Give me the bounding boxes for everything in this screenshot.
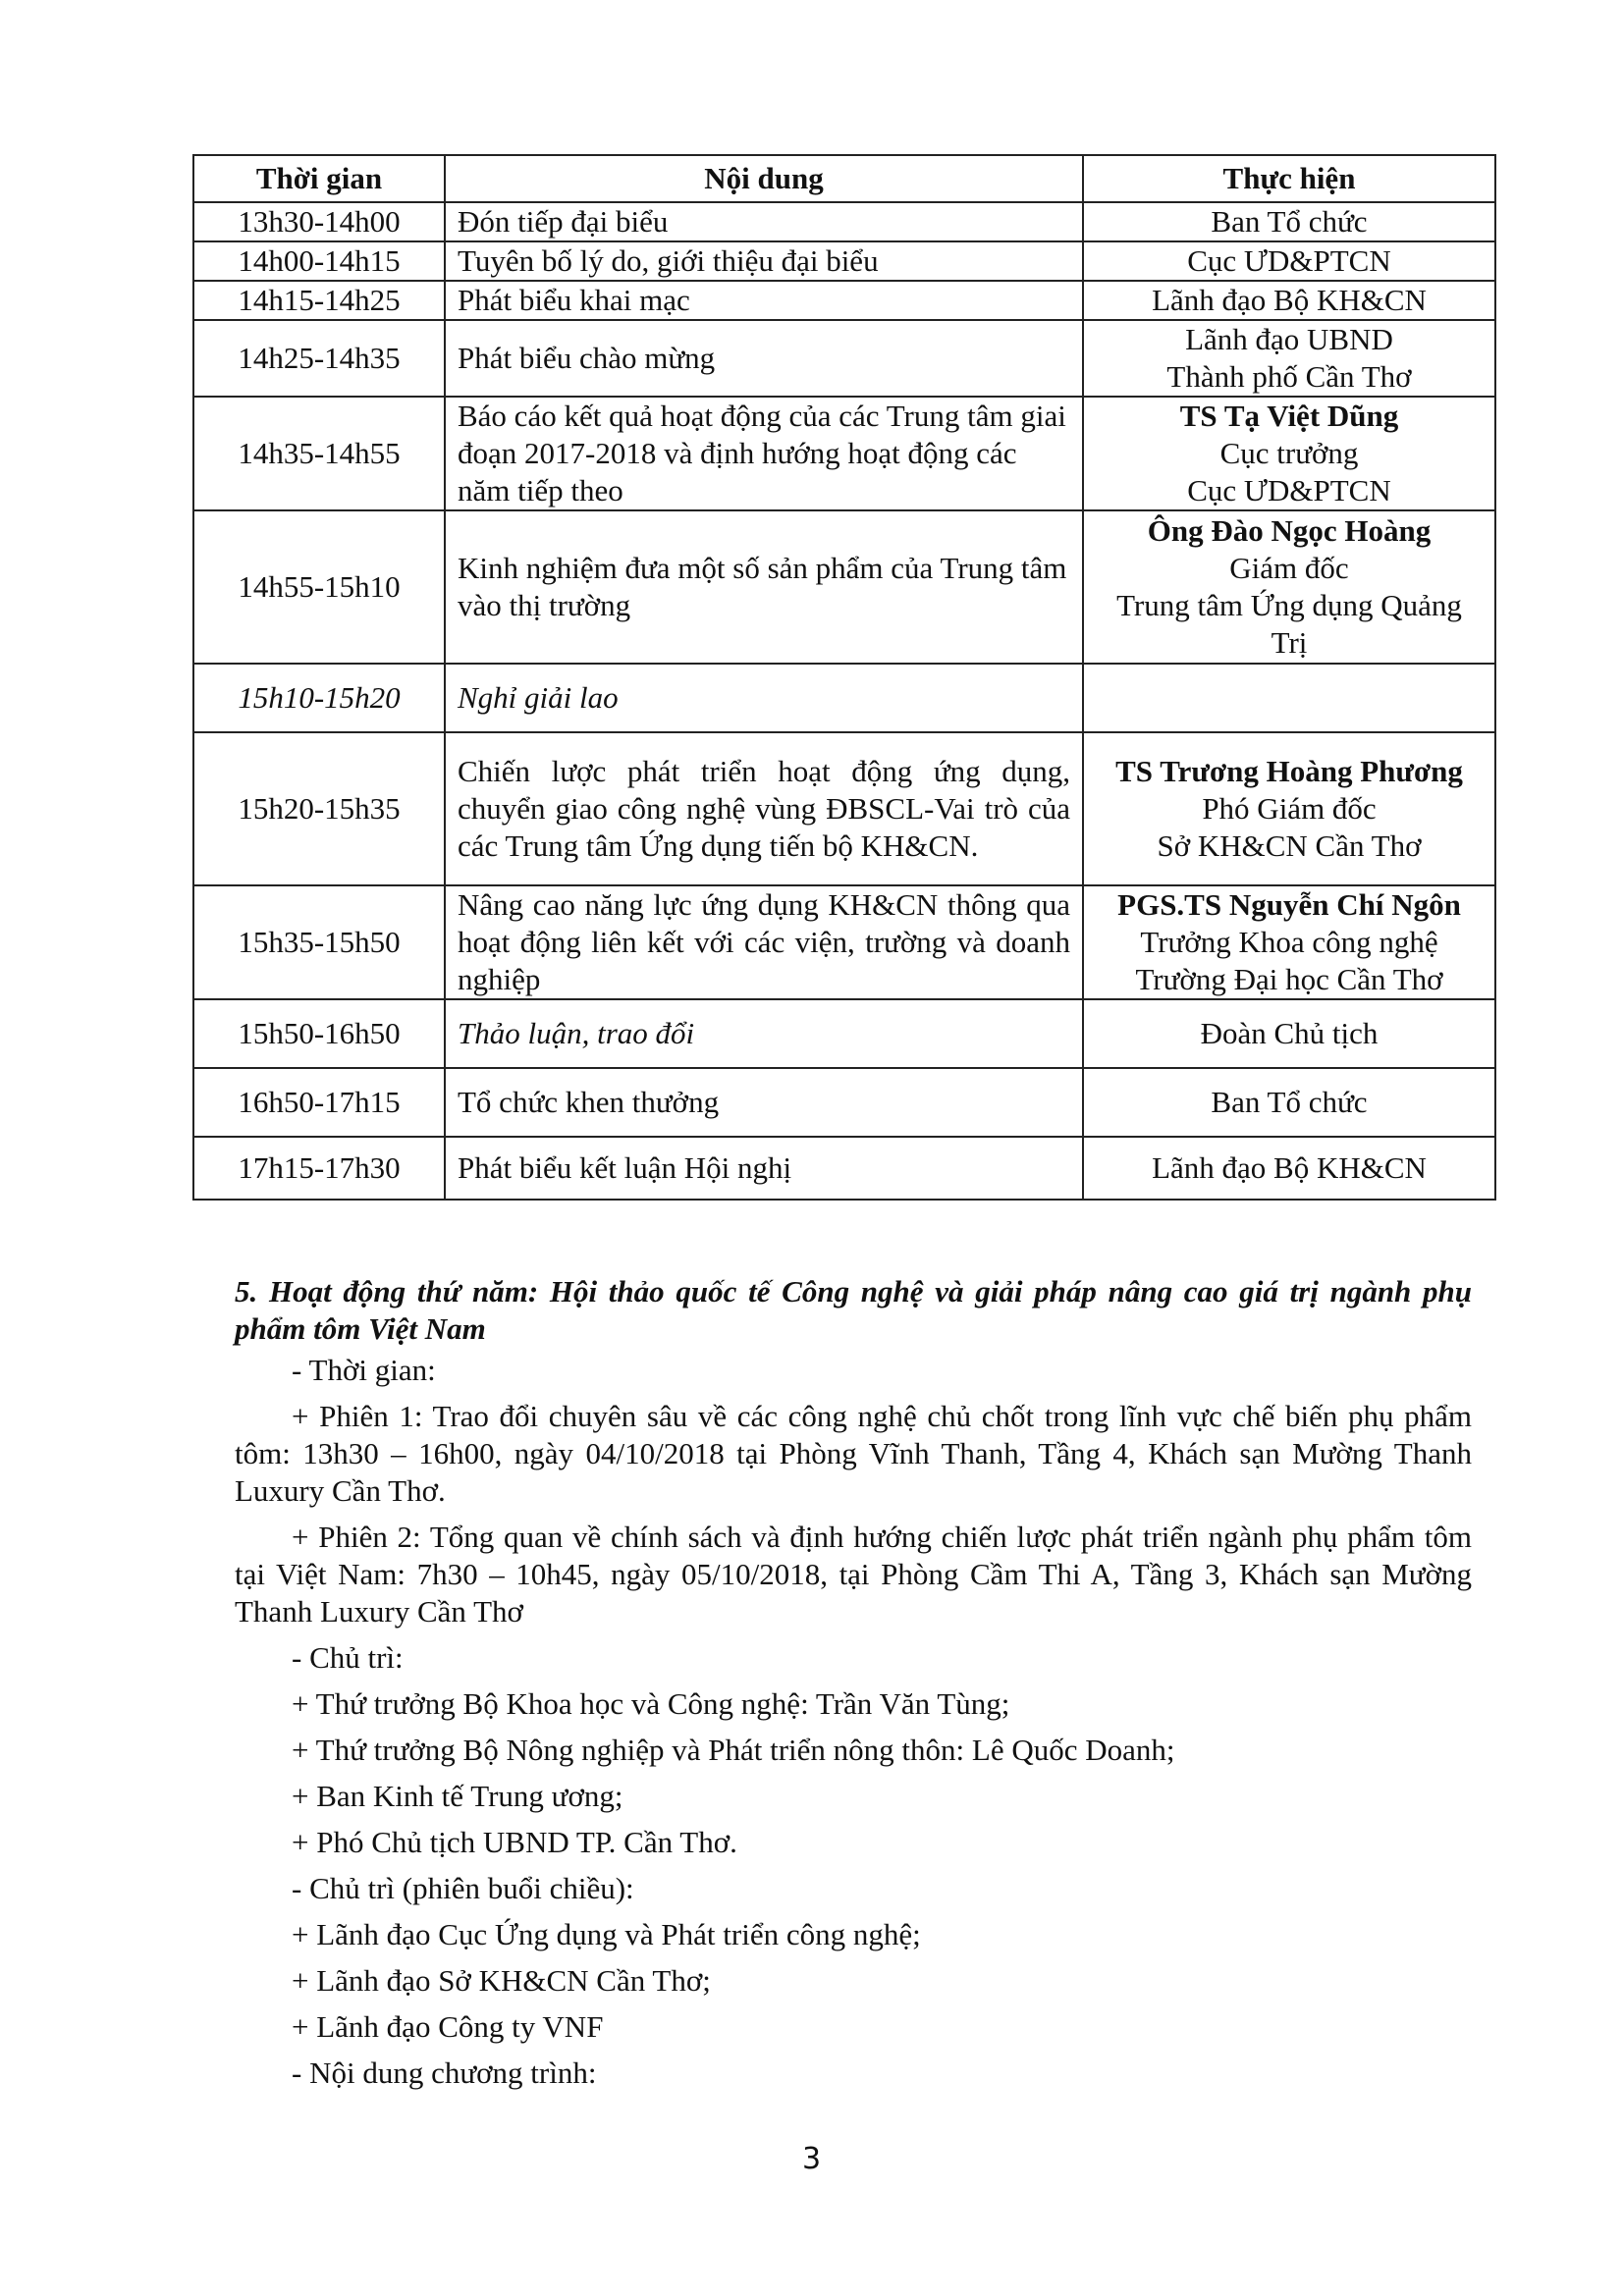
table-row [193,281,1495,320]
chair-label: - Chủ trì: [292,1640,404,1675]
row-time: 15h10-15h20 [193,664,445,732]
row-performer [1083,999,1495,1068]
row-time: 13h30-14h00 [193,202,445,241]
table-row [193,1137,1495,1200]
table-header-row [193,155,1495,202]
row-content: Phát biểu chào mừng [445,320,1083,397]
row-performer [1083,1137,1495,1200]
row-time: 15h35-15h50 [193,885,445,999]
chair-item: + Thứ trưởng Bộ Nông nghiệp và Phát triển nông thôn: Lê Quốc Doanh; [292,1733,1175,1767]
row-content: Nghỉ giải lao [445,664,1083,732]
section-five [235,1273,1472,2101]
performer-line: Cục ƯD&PTCN [1187,243,1391,278]
row-content: Chiến lược phát triển hoạt động ứng dụng, chuyển giao công nghệ vùng ĐBSCL-Vai trò của các Trung tâm Ứng dụng tiến bộ KH&CN. [445,732,1083,885]
table-row [193,320,1495,397]
performer-name: Ông Đào Ngọc Hoàng [1147,513,1432,548]
row-content: Phát biểu khai mạc [445,281,1083,320]
row-time: 14h55-15h10 [193,510,445,664]
row-content: Tuyên bố lý do, giới thiệu đại biểu [445,241,1083,281]
section-heading: 5. Hoạt động thứ năm: Hội thảo quốc tế Công nghệ và giải pháp nâng cao giá trị ngành phụ phẩm tôm Việt Nam [235,1274,1472,1346]
table-row [193,885,1495,999]
performer-line: Cục trưởng [1219,436,1359,470]
row-content: Báo cáo kết quả hoạt động của các Trung tâm giai đoạn 2017-2018 và định hướng hoạt động các năm tiếp theo [445,397,1083,510]
performer-line: Cục ƯD&PTCN [1187,473,1391,507]
performer-line: Đoàn Chủ tịch [1200,1016,1379,1050]
chair-item: + Phó Chủ tịch UBND TP. Cần Thơ. [292,1825,737,1859]
performer-line: Sở KH&CN Cần Thơ [1157,828,1422,863]
row-performer [1083,397,1495,510]
afternoon-chair-item: + Lãnh đạo Công ty VNF [292,2009,604,2044]
performer-name: TS Trương Hoàng Phương [1115,754,1463,788]
row-time: 15h20-15h35 [193,732,445,885]
table-row [193,510,1495,664]
performer-line: Thành phố Cần Thơ [1166,359,1412,394]
performer-line: Trường Đại học Cần Thơ [1135,962,1443,996]
row-content: Đón tiếp đại biểu [445,202,1083,241]
row-time: 14h35-14h55 [193,397,445,510]
table-row [193,999,1495,1068]
header-time: Thời gian [193,155,445,202]
header-performer: Thực hiện [1083,155,1495,202]
row-performer [1083,664,1495,732]
performer-line: Trưởng Khoa công nghệ [1140,925,1438,959]
table-row [193,664,1495,732]
row-performer [1083,320,1495,397]
performer-name: TS Tạ Việt Dũng [1179,399,1399,433]
row-performer [1083,732,1495,885]
performer-line: Lãnh đạo UBND [1185,322,1393,356]
performer-line: Phó Giám đốc [1202,791,1377,826]
header-content: Nội dung [445,155,1083,202]
row-performer [1083,510,1495,664]
row-time: 16h50-17h15 [193,1068,445,1137]
row-time: 17h15-17h30 [193,1137,445,1200]
schedule-table [192,154,1496,1201]
row-content: Thảo luận, trao đổi [445,999,1083,1068]
row-content: Kinh nghiệm đưa một số sản phẩm của Trung tâm vào thị trường [445,510,1083,664]
performer-name: PGS.TS Nguyễn Chí Ngôn [1117,887,1461,922]
row-performer [1083,241,1495,281]
table-row [193,202,1495,241]
performer-line: Ban Tổ chức [1211,204,1368,239]
row-performer [1083,1068,1495,1137]
performer-line: Trung tâm Ứng dụng Quảng Trị [1116,588,1462,660]
row-time: 14h00-14h15 [193,241,445,281]
performer-line: Lãnh đạo Bộ KH&CN [1152,283,1427,317]
performer-line: Lãnh đạo Bộ KH&CN [1152,1150,1427,1185]
program-label: - Nội dung chương trình: [292,2056,597,2090]
row-content: Phát biểu kết luận Hội nghị [445,1137,1083,1200]
time-label: - Thời gian: [292,1353,436,1387]
row-content: Nâng cao năng lực ứng dụng KH&CN thông qua hoạt động liên kết với các viện, trường và doanh nghiệp [445,885,1083,999]
afternoon-chair-item: + Lãnh đạo Cục Ứng dụng và Phát triển công nghệ; [292,1917,921,1951]
table-row [193,732,1495,885]
row-time: 14h15-14h25 [193,281,445,320]
row-time: 14h25-14h35 [193,320,445,397]
performer-line: Ban Tổ chức [1211,1085,1368,1119]
chair-item: + Thứ trưởng Bộ Khoa học và Công nghệ: Trần Văn Tùng; [292,1686,1010,1721]
page-number: 3 [801,2142,822,2176]
table-row [193,397,1495,510]
session-two: + Phiên 2: Tổng quan về chính sách và định hướng chiến lược phát triển ngành phụ phẩm tôm tại Việt Nam: 7h30 – 10h45, ngày 05/10/2018, tại Phòng Cầm Thi A, Tầng 3, Khách sạn Mường Thanh Luxury Cần Thơ [235,1520,1472,1629]
row-performer [1083,202,1495,241]
table-row [193,1068,1495,1137]
row-performer [1083,885,1495,999]
row-content: Tổ chức khen thưởng [445,1068,1083,1137]
chair-item: + Ban Kinh tế Trung ương; [292,1779,623,1813]
row-time: 15h50-16h50 [193,999,445,1068]
afternoon-chair-label: - Chủ trì (phiên buổi chiều): [292,1871,634,1905]
row-performer [1083,281,1495,320]
afternoon-chair-item: + Lãnh đạo Sở KH&CN Cần Thơ; [292,1963,711,1998]
table-row [193,241,1495,281]
session-one: + Phiên 1: Trao đổi chuyên sâu về các công nghệ chủ chốt trong lĩnh vực chế biến phụ phẩm tôm: 13h30 – 16h00, ngày 04/10/2018 tại Phòng Vĩnh Thanh, Tầng 4, Khách sạn Mường Thanh Luxury Cần Thơ. [235,1399,1472,1508]
performer-line: Giám đốc [1229,551,1349,585]
